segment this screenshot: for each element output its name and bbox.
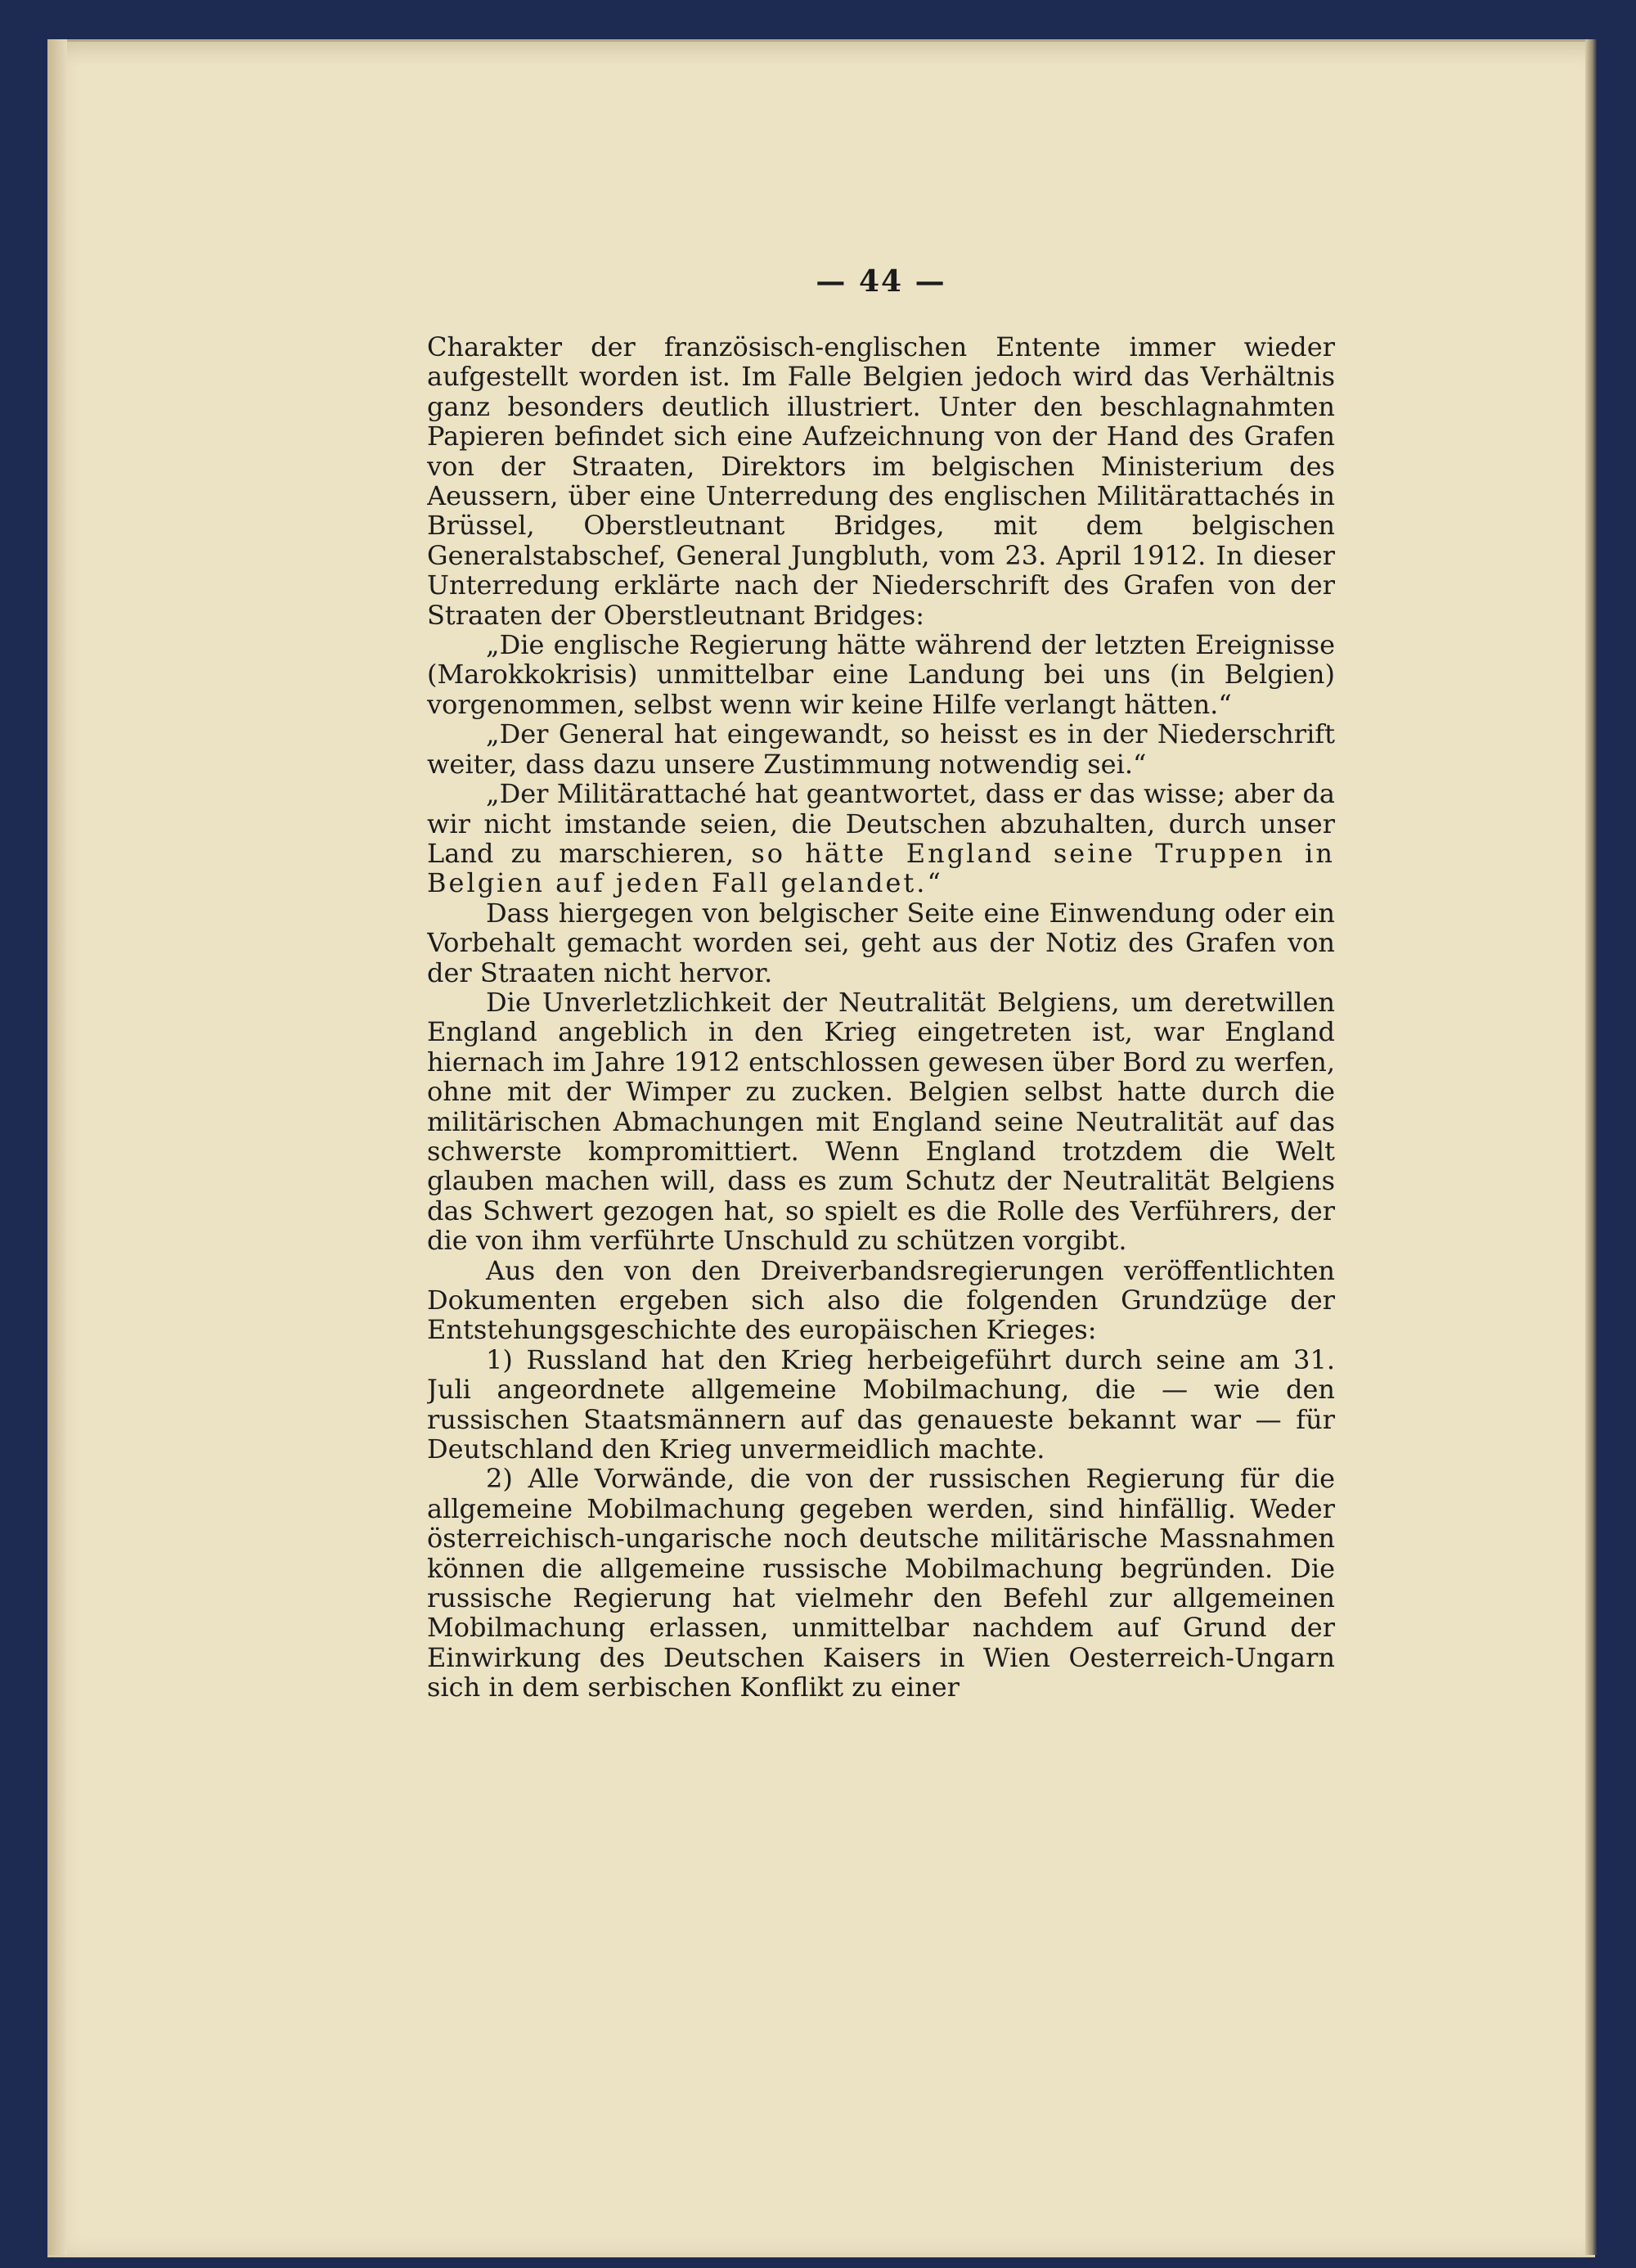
paragraph-4-text: „Der Militärattaché hat geantwortet, dass er das wisse; aber da wir nicht imstande seien, die Deutschen abzuhalten, durch unser Land zu marschieren, — [427, 778, 1335, 869]
paragraph-4-spaced-text: so hätte England seine Truppen in Belgien auf jeden Fall gelandet.“ — [427, 837, 1335, 899]
paragraph-8: 1) Russland hat den Krieg herbeigeführt durch seine am 31. Juli angeordnete allgemeine Mobilmachung, die — wie den russischen Staatsmännern auf das genaueste bekannt war — für Deutschland den Krieg unvermeidlich machte. — [427, 1343, 1335, 1465]
paragraph-2: „Die englische Regierung hätte während der letzten Ereignisse (Marokkokrisis) unmittelbar eine Landung bei uns (in Belgien) vorgenommen, selbst wenn wir keine Hilfe verlangt hätten.“ — [427, 629, 1335, 720]
paragraph-5: Dass hiergegen von belgischer Seite eine Einwendung oder ein Vorbehalt gemacht worden sei, geht aus der Notiz des Grafen von der Straaten nicht hervor. — [427, 897, 1335, 988]
page-number: — 44 — — [816, 264, 946, 299]
paragraph-6: Die Unverletzlichkeit der Neutralität Belgiens, um deretwillen England angeblich in den Krieg eingetreten ist, war England hiernach im Jahre 1912 entschlossen gewesen über Bord zu werfen, ohne mit der Wimper zu zucken. Belgien selbst hatte durch die militärischen Abmachungen mit England seine Neutralität auf das schwerste kompromittiert. Wenn England trotzdem die Welt glauben machen will, dass es zum Schutz der Neutralität Belgiens das Schwert gezogen hat, so spielt es die Rolle des Verführers, der die von ihm verführte Unschuld zu schützen vorgibt. — [427, 986, 1335, 1257]
page-right-fold — [1585, 39, 1597, 2255]
body-text — [427, 332, 1335, 1703]
paragraph-9: 2) Alle Vorwände, die von der russischen Regierung für die allgemeine Mobilmachung gegeben werden, sind hinfällig. Weder österreichisch-ungarische noch deutsche militärische Massnahmen können die allgemeine russische Mobilmachung begründen. Die russische Regierung hat vielmehr den Befehl zur allgemeinen Mobilmachung erlassen, unmittelbar nachdem auf Grund der Einwirkung des Deutschen Kaisers in Wien Oesterreich-Ungarn sich in dem serbischen Konflikt zu einer — [427, 1463, 1335, 1703]
paragraph-7: Aus den von den Dreiverbandsregierungen veröffentlichten Dokumenten ergeben sich also die folgenden Grundzüge der Entstehungsgeschichte des europäischen Krieges: — [427, 1254, 1335, 1346]
page-left-edge — [47, 39, 67, 2255]
paragraph-3: „Der General hat eingewandt, so heisst es in der Niederschrift weiter, dass dazu unsere Zustimmung notwendig sei.“ — [427, 718, 1335, 780]
text-block — [427, 262, 1335, 1849]
paragraph-1: Charakter der französisch-englischen Entente immer wieder aufgestellt worden ist. Im Falle Belgien jedoch wird das Verhältnis ganz besonders deutlich illustriert. Unter den beschlagnahmten Papieren befindet sich eine Aufzeichnung von der Hand des Grafen von der Straaten, Direktors im belgischen Ministerium des Aeussern, über eine Unterredung des englischen Militärattachés in Brüssel, Oberstleutnant Bridges, mit dem belgischen Generalstabschef, General Jungbluth, vom 23. April 1912. In dieser Unterredung erklärte nach der Niederschrift des Grafen von der Straaten der Oberstleutnant Bridges: — [427, 331, 1335, 631]
paragraph-4 — [427, 779, 1335, 898]
